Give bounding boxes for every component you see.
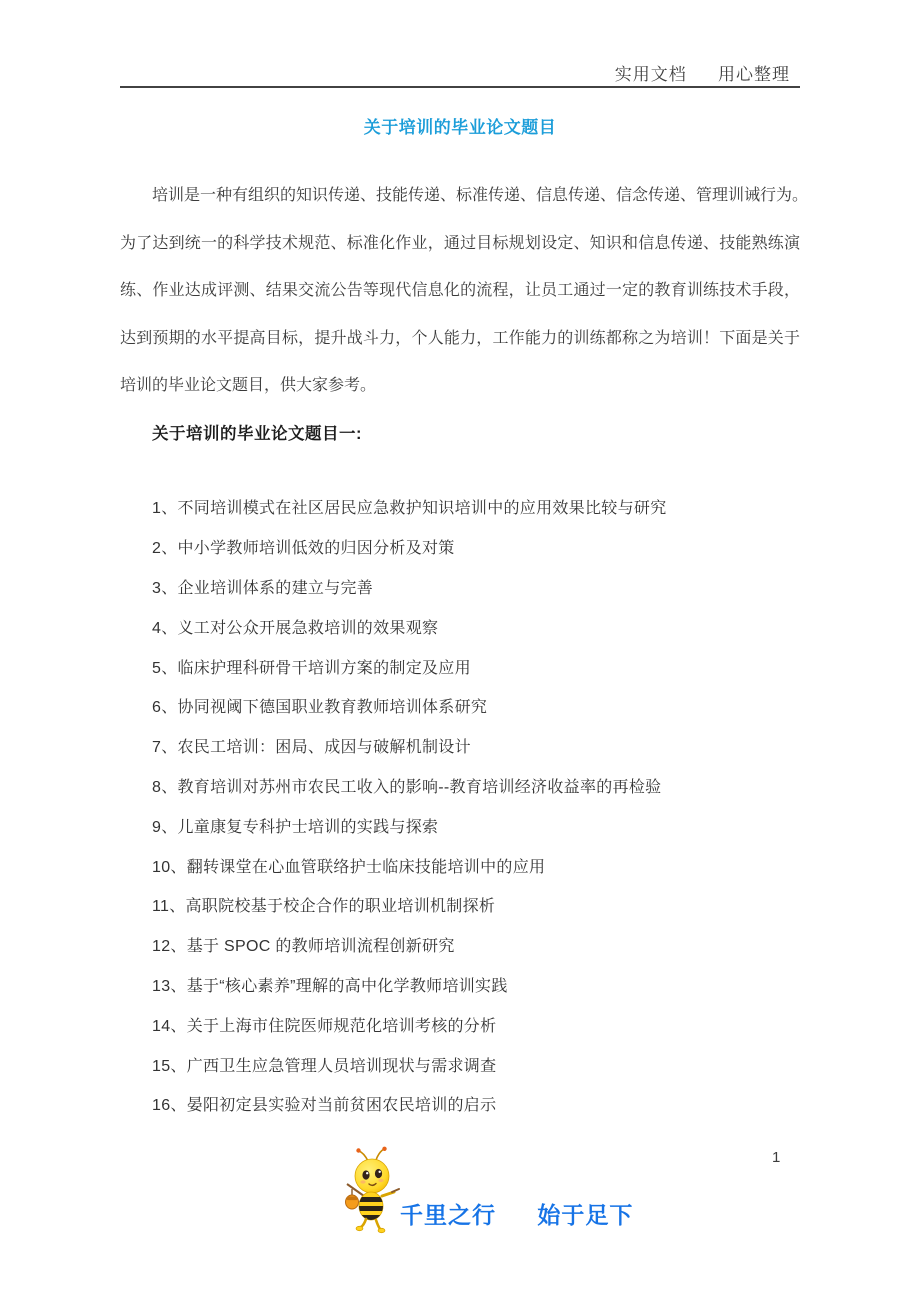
- topic-item: 6、协同视阈下德国职业教育教师培训体系研究: [152, 699, 488, 717]
- topic-item: 4、义工对公众开展急救培训的效果观察: [152, 619, 439, 637]
- footer-motto-left: 千里之行: [400, 1202, 496, 1228]
- topic-item: 9、儿童康复专科护士培训的实践与探索: [152, 818, 439, 836]
- intro-line: 达到预期的水平提高目标，提升战斗力，个人能力，工作能力的训练都称之为培训！下面是关于: [120, 329, 800, 347]
- section-heading: 关于培训的毕业论文题目一:: [152, 425, 362, 443]
- intro-line: 培训是一种有组织的知识传递、技能传递、标准传递、信息传递、信念传递、管理训诫行为。: [152, 187, 809, 204]
- intro-paragraph: [120, 172, 809, 410]
- topic-item: 15、广西卫生应急管理人员培训现状与需求调查: [152, 1057, 497, 1075]
- topic-item: 13、基于“核心素养”理解的高中化学教师培训实践: [152, 977, 508, 995]
- header-tag-left: 实用文档: [614, 65, 687, 84]
- footer-motto: [400, 1197, 633, 1230]
- topic-item: 14、关于上海市住院医师规范化培训考核的分析: [152, 1017, 497, 1035]
- header-tag-right: 用心整理: [718, 65, 790, 84]
- topic-item: 16、晏阳初定县实验对当前贫困农民培训的启示: [152, 1097, 497, 1115]
- topic-item: 10、翻转课堂在心血管联络护士临床技能培训中的应用: [152, 858, 546, 876]
- intro-line: 练、作业达成评测、结果交流公告等现代信息化的流程，让员工通过一定的教育训练技术手段，: [120, 282, 800, 299]
- page-number: 1: [772, 1149, 781, 1166]
- topic-item: 3、企业培训体系的建立与完善: [152, 579, 374, 597]
- intro-line: 为了达到统一的科学技术规范、标准化作业，通过目标规划设定、知识和信息传递、技能熟练演: [120, 234, 800, 252]
- document-title: 关于培训的毕业论文题目: [363, 118, 557, 137]
- document-header: [615, 60, 790, 85]
- topic-item: 12、基于 SPOC 的教师培训流程创新研究: [152, 938, 455, 956]
- topic-item: 11、高职院校基于校企合作的职业培训机制探析: [152, 898, 496, 916]
- topic-item: 5、临床护理科研骨干培训方案的制定及应用: [152, 659, 471, 677]
- topic-item: 8、教育培训对苏州市农民工收入的影响--教育培训经济收益率的再检验: [152, 778, 662, 796]
- intro-line: 培训的毕业论文题目，供大家参考。: [120, 377, 377, 394]
- header-rule: [120, 86, 800, 88]
- bee-mascot-icon: [342, 1146, 402, 1234]
- topic-list: [152, 487, 812, 1124]
- footer-motto-right: 始于足下: [537, 1202, 634, 1228]
- topic-item: 2、中小学教师培训低效的归因分析及对策: [152, 540, 455, 558]
- topic-item: 7、农民工培训：困局、成因与破解机制设计: [152, 739, 471, 757]
- topic-item: 1、不同培训模式在社区居民应急救护知识培训中的应用效果比较与研究: [152, 500, 667, 518]
